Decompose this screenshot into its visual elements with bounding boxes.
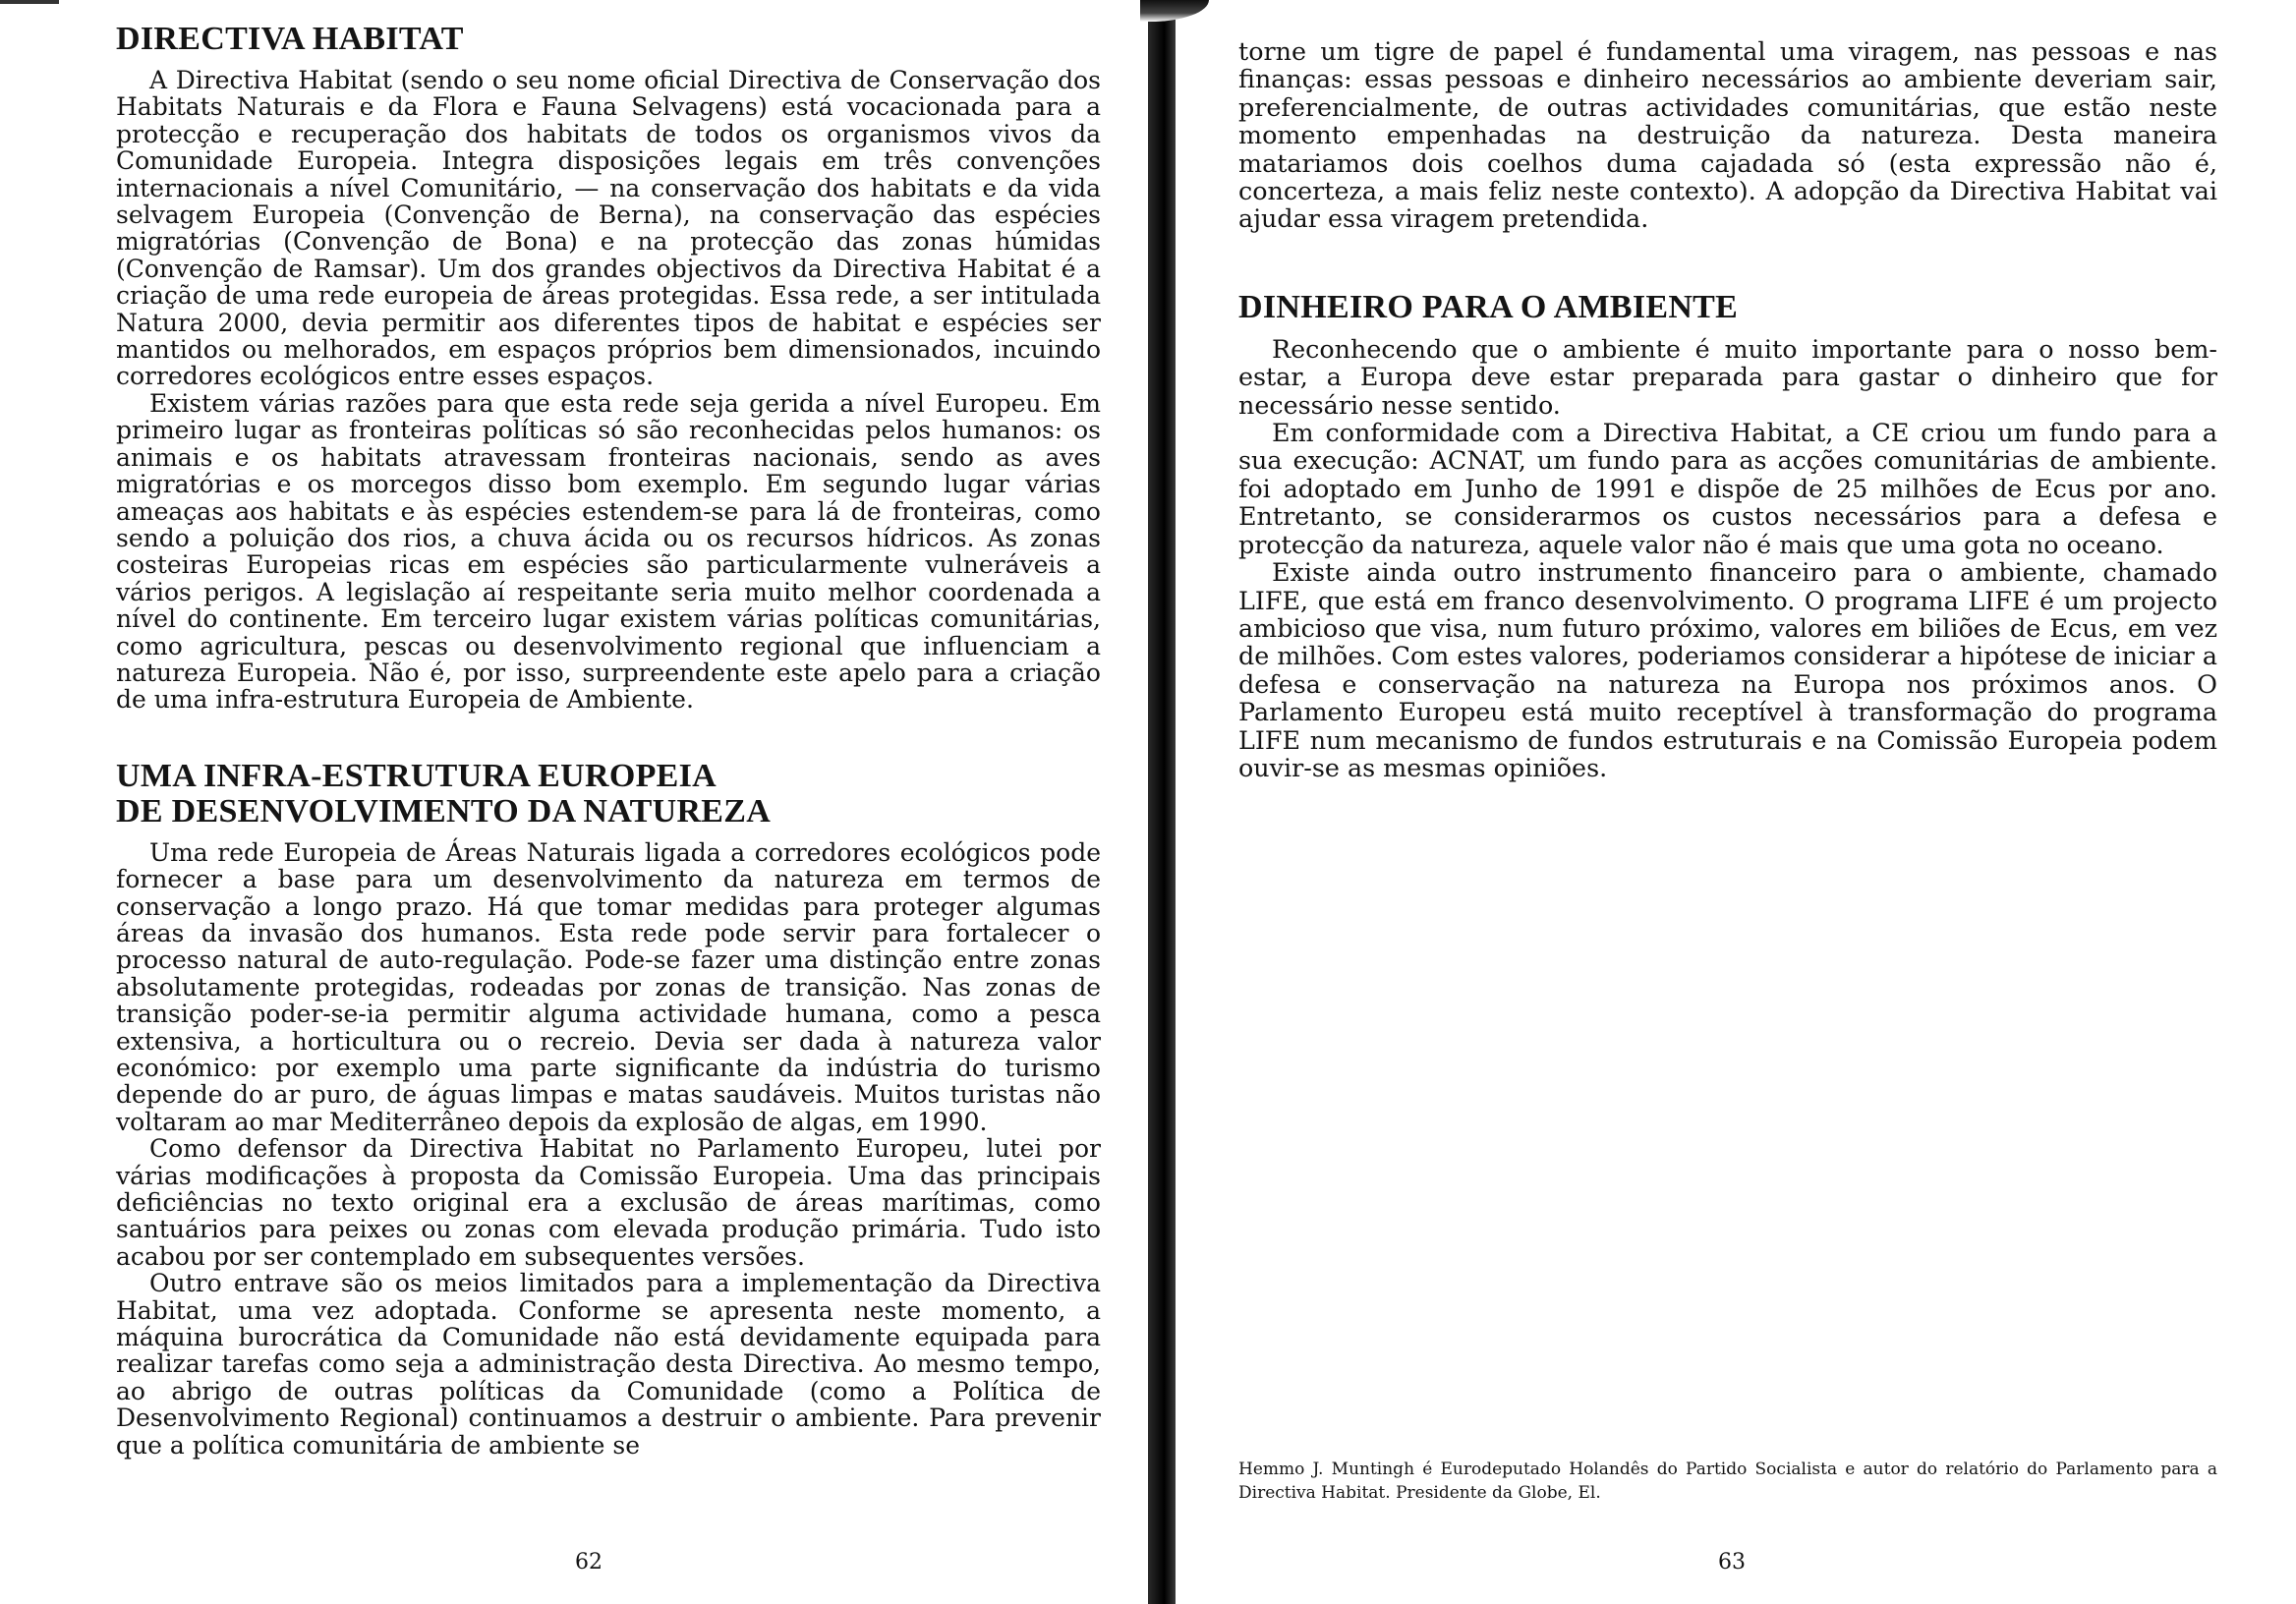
page-number: 63 — [1718, 1550, 1746, 1575]
paragraph: Em conformidade com a Directiva Habitat, a CE criou um fundo para a sua execução: ACNAT, um fundo para as acções comunitárias de ambiente. foi adoptado em Junho de 1991 e dispõe de 25 milhões de Ecus por ano. Entretanto, se considerarmos os custos necessários para a defesa e protecção da natureza, aquele valor não é mais que uma gota no oceano. — [1238, 418, 2217, 559]
heading-line: UMA INFRA-ESTRUTURA EUROPEIA — [116, 757, 718, 794]
paragraph: Outro entrave são os meios limitados para a implementação da Directiva Habitat, uma vez adoptada. Conforme se apresenta neste momento, a máquina burocrática da Comunidade não está devidamente equipada para realizar tarefas como seja a administração desta Directiva. Ao mesmo tempo, ao abrigo de outras políticas da Comunidade (como a Política de Desenvolvimento Regional) continuamos a destruir o ambiente. Para prevenir que a política comunitária de ambiente se — [116, 1269, 1101, 1460]
continuation-paragraph: torne um tigre de papel é fundamental uma viragem, nas pessoas e nas finanças: essas pessoas e dinheiro necessários ao ambiente deveriam sair, preferencialmente, de outras actividades comunitárias, que estão neste momento empenhadas na destruição da natureza. Desta maneira matariamos dois coelhos duma cajadada só (esta expressão não é, concerteza, a mais feliz neste contexto). A adopção da Directiva Habitat vai ajudar essa viragem pretendida. — [1238, 36, 2217, 234]
page-number: 62 — [575, 1550, 603, 1575]
paragraph: Uma rede Europeia de Áreas Naturais ligada a corredores ecológicos pode fornecer a base para um desenvolvimento da natureza em termos de conservação a longo prazo. Há que tomar medidas para proteger algumas áreas da invasão dos humanos. Esta rede pode servir para fortalecer o processo natural de auto-regulação. Pode-se fazer uma distinção entre zonas absolutamente protegidas, rodeadas por zonas de transição. Nas zonas de transição poder-se-ia permitir alguma actividade humana, como a pesca extensiva, a horticultura ou o recreio. Devia ser dada à natureza valor económico: por exemplo uma parte significante da indústria do turismo depende do ar puro, de águas limpas e matas saudáveis. Muitos turistas não voltaram ao mar Mediterrâneo depois da explosão de algas, em 1990. — [116, 837, 1101, 1136]
right-page — [1179, 0, 2296, 1604]
paragraph: Como defensor da Directiva Habitat no Parlamento Europeu, lutei por várias modificações à proposta da Comissão Europeia. Uma das principais deficiências no texto original era a exclusão de áreas marítimas, como santuários para peixes ou zonas com elevada produção primária. Tudo isto acabou por ser contemplado em subsequentes versões. — [116, 1134, 1101, 1271]
left-page — [0, 0, 1140, 1604]
paragraph: A Directiva Habitat (sendo o seu nome oficial Directiva de Conservação dos Habitats Naturais e da Flora e Fauna Selvagens) está vocacionada para a protecção e recuperação dos habitats de todos os organismos vivos da Comunidade Europeia. Integra disposições legais em três convenções internacionais a nível Comunitário, — na conservação dos habitats e da vida selvagem Europeia (Convenção de Berna), na conservação das espécies migratórias (Convenção de Bona) e na protecção das zonas húmidas (Convenção de Ramsar). Um dos grandes objectivos da Directiva Habitat é a criação de uma rede europeia de áreas protegidas. Essa rede, a ser intitulada Natura 2000, devia permitir aos diferentes tipos de habitat e espécies ser mantidos ou melhorados, em espaços próprios bem dimensionados, incuindo corredores ecológicos entre esses espaços. — [116, 66, 1101, 391]
heading-dinheiro-ambiente: DINHEIRO PARA O AMBIENTE — [1238, 288, 1739, 325]
paragraph: Existem várias razões para que esta rede seja gerida a nível Europeu. Em primeiro lugar as fronteiras políticas só são reconhecidas pelos humanos: os animais e os habitats atravessam fronteiras nacionais, sendo as aves migratórias e os morcegos disso bom exemplo. Em segundo lugar várias ameaças aos habitats e às espécies estendem-se para lá de fronteiras, como sendo a poluição dos rios, a chuva ácida ou os recursos hídricos. As zonas costeiras Europeias ricas em espécies são particularmente vulneráveis a vários perigos. A legislação aí respeitante seria muito melhor coordenada a nível do continente. Em terceiro lugar existem várias políticas comunitárias, como agricultura, pescas ou desenvolvimento regional que influenciam a natureza Europeia. Não é, por isso, surpreendente este apelo para a criação de uma infra-estrutura Europeia de Ambiente. — [116, 388, 1101, 715]
heading-directiva-habitat: DIRECTIVA HABITAT — [116, 21, 464, 57]
book-gutter — [1148, 0, 1176, 1604]
author-footnote: Hemmo J. Muntingh é Eurodeputado Holandês do Partido Socialista e autor do relatório do Parlamento para a Directiva Habitat. Presidente da Globe, El. — [1238, 1460, 2217, 1503]
paragraph: Reconhecendo que o ambiente é muito importante para o nosso bem-estar, a Europa deve estar preparada para gastar o dinheiro que for necessário nesse sentido. — [1238, 333, 2217, 420]
paragraph: Existe ainda outro instrumento financeiro para o ambiente, chamado LIFE, que está em franco desenvolvimento. O programa LIFE é um projecto ambicioso que visa, num futuro próximo, valores em biliões de Ecus, em vez de milhões. Com estes valores, poderiamos considerar a hipótese de iniciar a defesa e conservação na natureza na Europa nos próximos anos. O Parlamento Europeu está muito receptível à transformação do programa LIFE num mecanismo de fundos estruturais e na Comissão Europeia podem ouvir-se as mesmas opiniões. — [1238, 557, 2217, 782]
heading-line: DE DESENVOLVIMENTO DA NATUREZA — [116, 792, 772, 830]
heading-infra-estrutura — [116, 759, 1101, 830]
